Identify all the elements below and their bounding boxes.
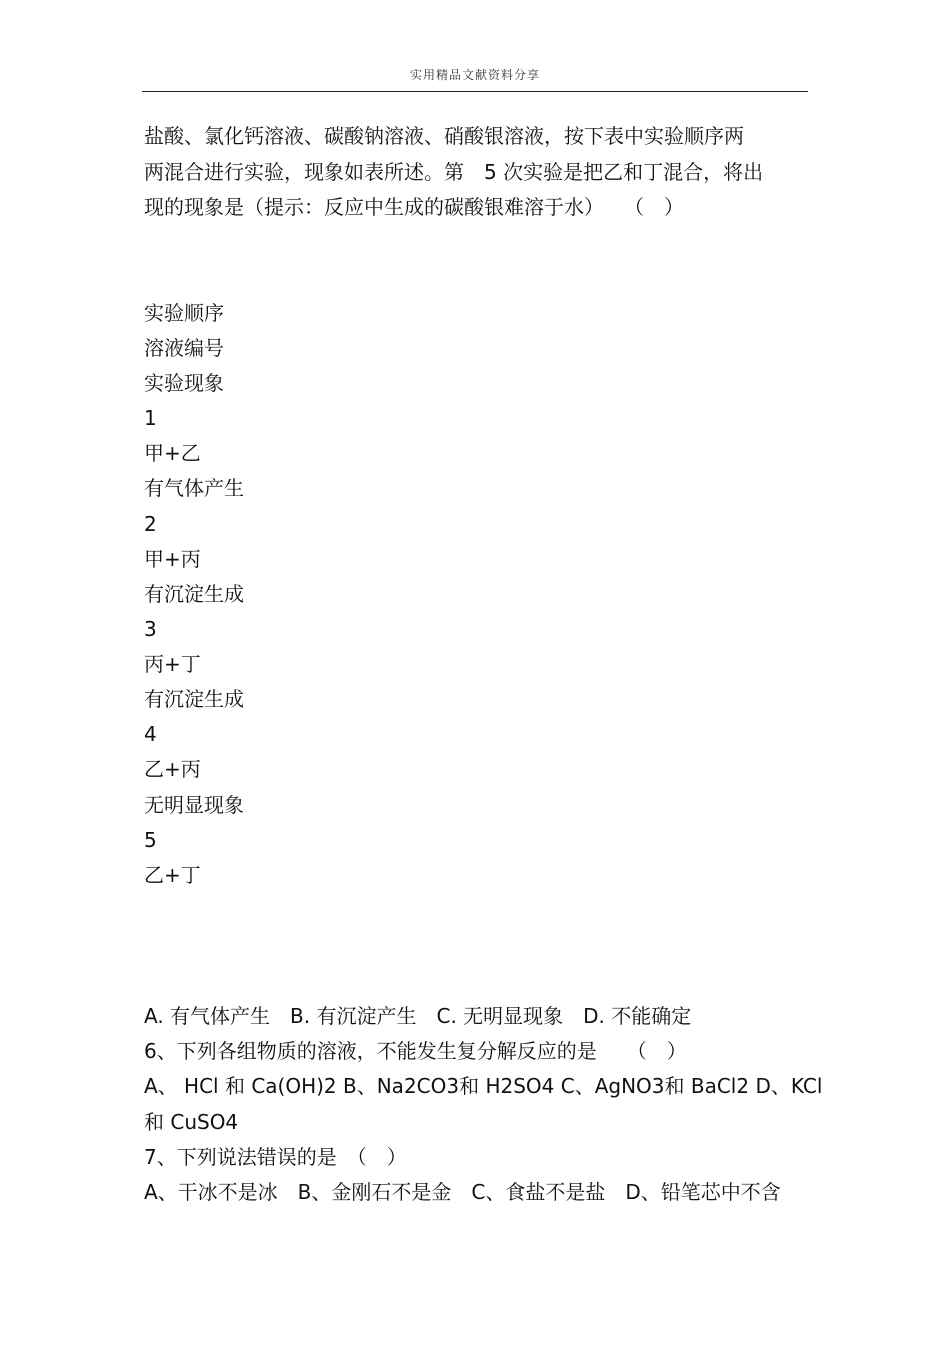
- question-7-options: A、干冰不是冰 B、金刚石不是金 C、食盐不是盐 D、铅笔芯中不含: [144, 1180, 781, 1204]
- intro-line: 现的现象是（提示：反应中生成的碳酸银难溶于水） （ ）: [144, 195, 684, 219]
- table-cell: 有沉淀生成: [144, 687, 244, 711]
- table-cell: 4: [144, 722, 157, 746]
- table-cell: 乙+丙: [144, 757, 201, 781]
- question-6-stem: 6、下列各组物质的溶液，不能发生复分解反应的是 （ ）: [144, 1039, 687, 1063]
- question-6-options: A、 HCl 和 Ca(OH)2 B、Na2CO3和 H2SO4 C、AgNO3和 BaCl2 D、KCl: [144, 1074, 823, 1098]
- question-7-stem: 7、下列说法错误的是 （ ）: [144, 1145, 407, 1169]
- table-cell: 无明显现象: [144, 793, 244, 817]
- header-rule: [142, 91, 808, 92]
- table-cell: 乙+丁: [144, 863, 201, 887]
- table-header-order: 实验顺序: [144, 301, 224, 325]
- question-5-options: A. 有气体产生 B. 有沉淀产生 C. 无明显现象 D. 不能确定: [144, 1004, 692, 1028]
- table-cell: 3: [144, 617, 157, 641]
- table-cell: 有沉淀生成: [144, 582, 244, 606]
- table-cell: 有气体产生: [144, 476, 244, 500]
- table-cell: 5: [144, 828, 157, 852]
- table-cell: 2: [144, 512, 157, 536]
- table-cell: 1: [144, 406, 157, 430]
- table-cell: 丙+丁: [144, 652, 201, 676]
- intro-line: 盐酸、氯化钙溶液、碳酸钠溶液、硝酸银溶液，按下表中实验顺序两: [144, 124, 744, 148]
- table-header-phenomenon: 实验现象: [144, 371, 224, 395]
- question-6-options-cont: 和 CuSO4: [144, 1110, 239, 1134]
- table-header-solutions: 溶液编号: [144, 336, 224, 360]
- intro-line: 两混合进行实验，现象如表所述。第 5 次实验是把乙和丁混合，将出: [144, 160, 764, 184]
- page-header: 实用精品文献资料分享: [409, 68, 540, 82]
- table-cell: 甲+乙: [144, 441, 201, 465]
- table-cell: 甲+丙: [144, 547, 201, 571]
